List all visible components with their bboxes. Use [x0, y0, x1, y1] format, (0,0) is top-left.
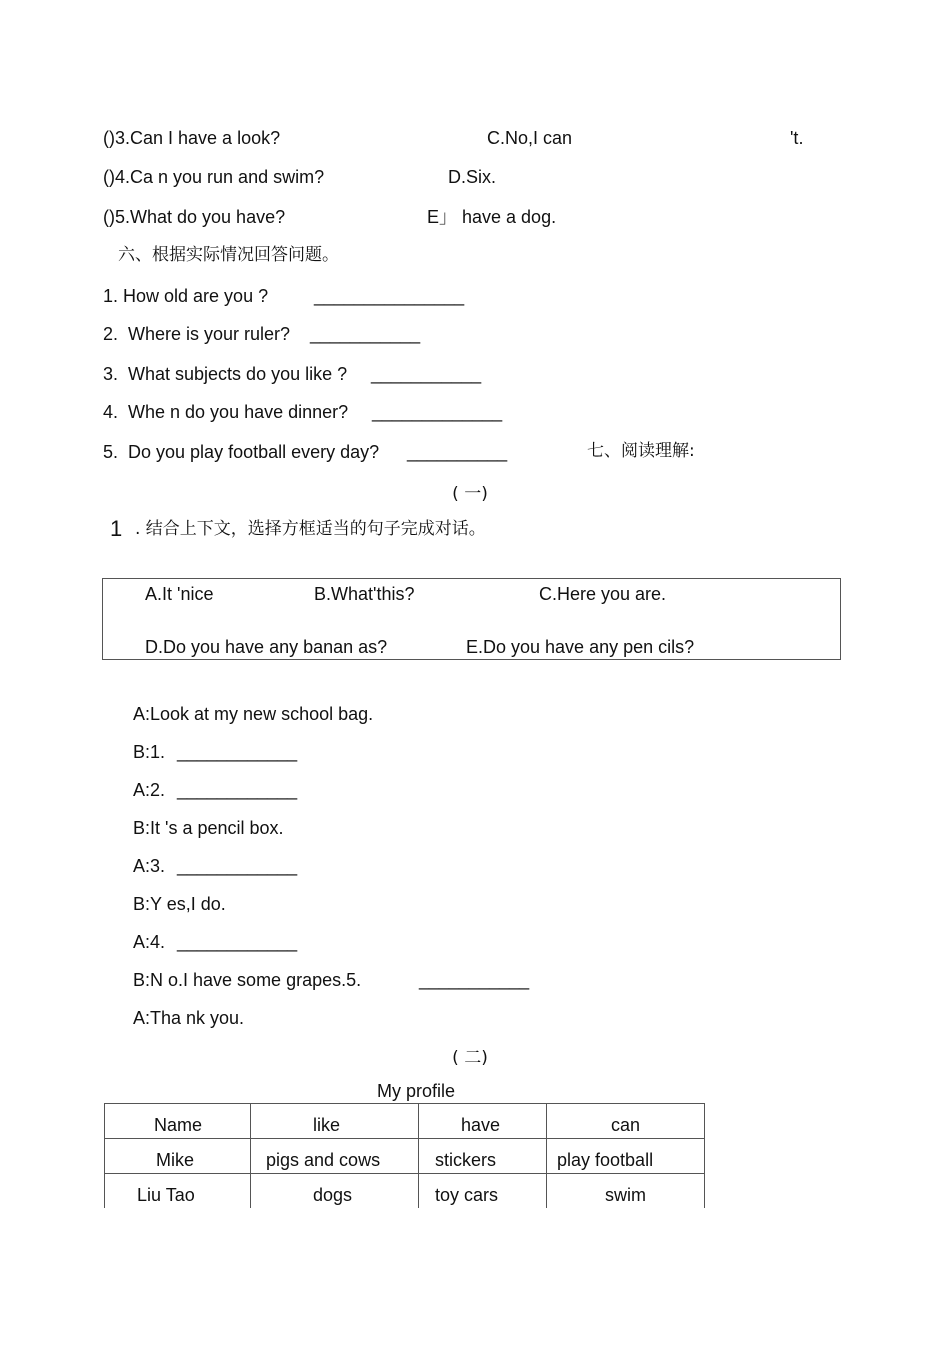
table-cell	[547, 1139, 705, 1174]
dialogue-line-8: B:N o.I have some grapes.5.	[133, 970, 362, 990]
section6-heading: 六、根据实际情况回答问题。	[118, 245, 339, 265]
answer-blank-5[interactable]: __________	[407, 442, 508, 462]
part-1-label: ( 一)	[452, 484, 488, 504]
option-b: B.What'this?	[314, 584, 415, 604]
dialogue-line-7: A:4.	[133, 932, 166, 952]
cell-name: Liu Tao	[137, 1185, 195, 1205]
matching-answer-d: D.Six.	[448, 167, 497, 187]
dialogue-line-3: A:2.	[133, 780, 166, 800]
table-title: My profile	[376, 1081, 456, 1101]
dialogue-line-5: A:3.	[133, 856, 166, 876]
table-cell	[419, 1139, 547, 1174]
option-e: E.Do you have any pen cils?	[466, 637, 695, 657]
table-cell	[419, 1174, 547, 1209]
table-cell	[105, 1174, 251, 1209]
instruction-number: 1	[110, 516, 123, 541]
dialogue-blank-3[interactable]: ____________	[177, 856, 298, 876]
cell-have: toy cars	[435, 1185, 499, 1205]
section7-heading: 七、阅读理解:	[587, 441, 695, 461]
answer-blank-2[interactable]: ___________	[310, 324, 421, 344]
table-cell	[251, 1139, 419, 1174]
section6-question-4: 4. Whe n do you have dinner?	[103, 402, 349, 422]
dialogue-line-4: B:It 's a pencil box.	[133, 818, 284, 838]
answer-blank-4[interactable]: _____________	[372, 402, 503, 422]
profile-table	[104, 1103, 705, 1208]
dialogue-blank-4[interactable]: ____________	[177, 932, 298, 952]
section6-question-3: 3. What subjects do you like ?	[103, 364, 348, 384]
cell-like: dogs	[313, 1185, 353, 1205]
table-row	[105, 1139, 705, 1174]
table-header-cell	[419, 1104, 547, 1139]
dialogue-blank-5[interactable]: ___________	[419, 970, 530, 990]
table-row	[105, 1174, 705, 1209]
header-have: have	[461, 1115, 501, 1135]
instruction-text: . 结合上下文，选择方框适当的句子完成对话。	[135, 519, 486, 539]
table-header-row	[105, 1104, 705, 1139]
table-header-cell	[105, 1104, 251, 1139]
table-header-cell	[251, 1104, 419, 1139]
matching-answer-e: E」 have a dog.	[427, 207, 557, 227]
cell-can: play football	[557, 1150, 654, 1170]
answer-blank-3[interactable]: ___________	[371, 364, 482, 384]
cell-name: Mike	[156, 1150, 195, 1170]
option-d: D.Do you have any banan as?	[145, 637, 388, 657]
option-c: C.Here you are.	[539, 584, 667, 604]
table-cell	[251, 1174, 419, 1209]
option-a: A.It 'nice	[145, 584, 214, 604]
header-name: Name	[154, 1115, 203, 1135]
cell-have: stickers	[435, 1150, 497, 1170]
part-2-label: ( 二)	[452, 1048, 488, 1068]
answer-blank-1[interactable]: _______________	[314, 286, 465, 306]
table-cell	[105, 1139, 251, 1174]
cell-like: pigs and cows	[266, 1150, 381, 1170]
matching-question-5: ()5.What do you have?	[103, 207, 286, 227]
dialogue-blank-2[interactable]: ____________	[177, 780, 298, 800]
dialogue-line-9: A:Tha nk you.	[133, 1008, 245, 1028]
matching-answer-c-tail: 't.	[790, 128, 804, 148]
matching-question-4: ()4.Ca n you run and swim?	[103, 167, 325, 187]
section6-question-5: 5. Do you play football every day?	[103, 442, 380, 462]
header-can: can	[611, 1115, 641, 1135]
dialogue-blank-1[interactable]: ____________	[177, 742, 298, 762]
cell-can: swim	[605, 1185, 646, 1205]
dialogue-line-2: B:1.	[133, 742, 166, 762]
section6-question-1: 1. How old are you ?	[103, 286, 269, 306]
section6-question-2: 2. Where is your ruler?	[103, 324, 291, 344]
matching-question-3: ()3.Can I have a look?	[103, 128, 281, 148]
table-cell	[547, 1174, 705, 1209]
table-header-cell	[547, 1104, 705, 1139]
matching-answer-c: C.No,I can	[487, 128, 573, 148]
dialogue-line-6: B:Y es,I do.	[133, 894, 226, 914]
header-like: like	[313, 1115, 341, 1135]
dialogue-line-1: A:Look at my new school bag.	[133, 704, 374, 724]
